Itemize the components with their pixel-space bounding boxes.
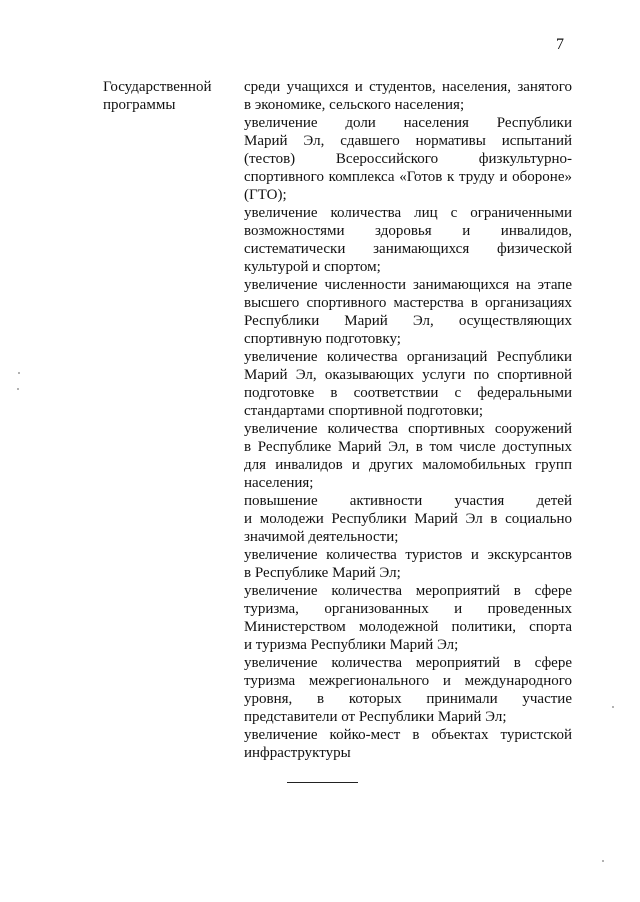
goal-line: и туризма Республики Марий Эл;: [244, 637, 459, 653]
goal-item: [244, 114, 572, 204]
page-number: 7: [556, 36, 564, 53]
scan-speck: [17, 388, 19, 390]
goal-item: [244, 276, 572, 348]
goal-line: Марий Эл, оказывающих услуги по спортивной: [244, 367, 572, 383]
goal-line: увеличение количества лиц с ограниченными: [244, 205, 572, 221]
goal-line: значимой деятельности;: [244, 529, 399, 545]
goal-line: Министерством молодежной политики, спорта: [244, 619, 572, 635]
goal-line: увеличение количества спортивных сооружений: [244, 421, 572, 437]
goal-line: в Республике Марий Эл;: [244, 565, 401, 581]
goal-line: Республики Марий Эл, осуществляющих: [244, 313, 572, 329]
goal-line: увеличение количества организаций Республики: [244, 349, 572, 365]
goal-line: (ГТО);: [244, 187, 287, 203]
goal-line: спортивную подготовку;: [244, 331, 401, 347]
goal-item: [244, 204, 572, 276]
goal-line: культурой и спортом;: [244, 259, 381, 275]
goal-line: инфраструктуры: [244, 745, 351, 761]
goal-line: увеличение доли населения Республики: [244, 115, 572, 131]
goal-line: увеличение численности занимающихся на этапе: [244, 277, 572, 293]
goal-line: (тестов) Всероссийского физкультурно-: [244, 151, 572, 167]
program-label-line: программы: [103, 97, 176, 113]
scan-speck: [612, 706, 614, 708]
scan-speck: [18, 372, 20, 374]
goal-line: Марий Эл, сдавшего нормативы испытаний: [244, 133, 572, 149]
end-divider: [287, 782, 358, 783]
goal-line: возможностями здоровья и инвалидов,: [244, 223, 572, 239]
goal-line: представители от Республики Марий Эл;: [244, 709, 507, 725]
goal-line: увеличение койко-мест в объектах туристской: [244, 727, 572, 743]
goal-line: увеличение количества туристов и экскурсантов: [244, 547, 572, 563]
goal-line: туризма межрегионального и международного: [244, 673, 572, 689]
goal-item: [244, 654, 572, 726]
goal-line: в Республике Марий Эл, в том числе доступных: [244, 439, 572, 455]
goal-line: и молодежи Республики Марий Эл в социально: [244, 511, 572, 527]
goal-item: [244, 78, 572, 114]
goal-item: [244, 582, 572, 654]
goal-line: в экономике, сельского населения;: [244, 97, 465, 113]
goal-item: [244, 420, 572, 492]
goal-line: высшего спортивного мастерства в организациях: [244, 295, 572, 311]
goal-line: туризма, организованных и проведенных: [244, 601, 572, 617]
goal-item: [244, 492, 572, 546]
goal-line: уровня, в которых принимали участие: [244, 691, 572, 707]
goal-line: среди учащихся и студентов, населения, занятого: [244, 79, 572, 95]
goal-line: повышение активности участия детей: [244, 493, 572, 509]
goal-item: [244, 726, 572, 762]
goal-line: увеличение количества мероприятий в сфере: [244, 583, 572, 599]
goal-item: [244, 348, 572, 420]
goals-list: [244, 78, 572, 762]
program-label: [103, 78, 233, 114]
goal-item: [244, 546, 572, 582]
goal-line: спортивного комплекса «Готов к труду и обороне»: [244, 169, 572, 185]
goal-line: для инвалидов и других маломобильных групп: [244, 457, 572, 473]
scan-speck: [602, 860, 604, 862]
goal-line: подготовке в соответствии с федеральными: [244, 385, 572, 401]
program-label-line: Государственной: [103, 79, 212, 95]
goal-line: населения;: [244, 475, 314, 491]
goal-line: систематически занимающихся физической: [244, 241, 572, 257]
goal-line: стандартами спортивной подготовки;: [244, 403, 484, 419]
goal-line: увеличение количества мероприятий в сфере: [244, 655, 572, 671]
